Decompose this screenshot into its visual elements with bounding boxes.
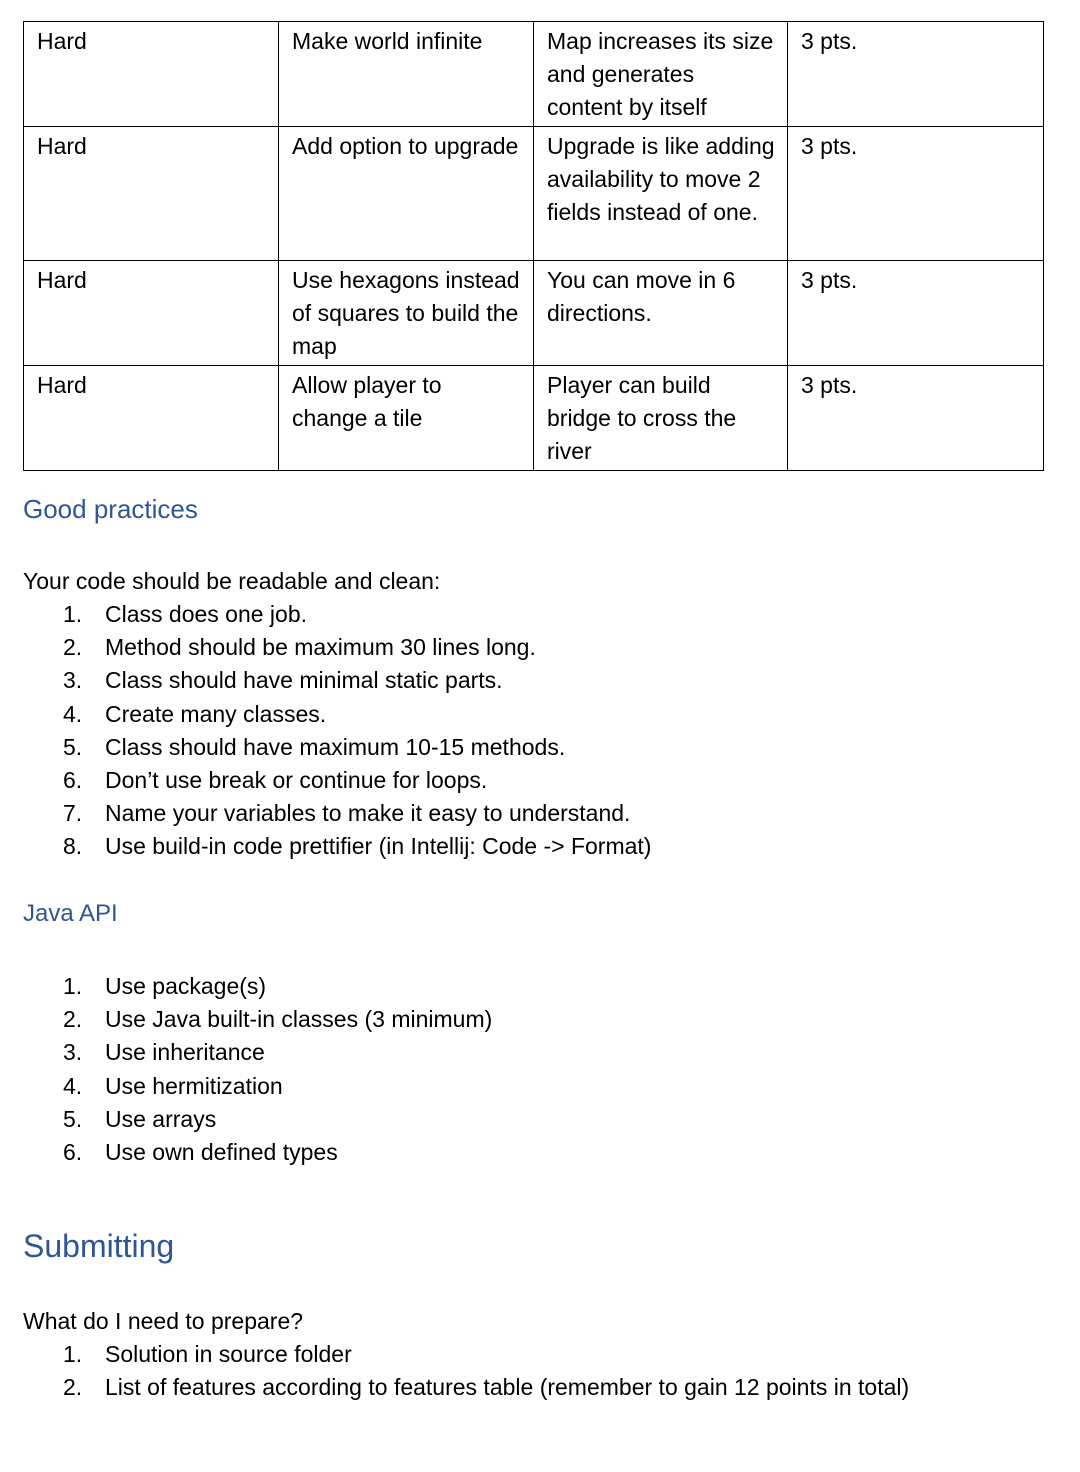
list-item [63, 1003, 492, 1036]
table-row [24, 127, 1044, 261]
list-item [63, 764, 651, 797]
list-item [63, 698, 651, 731]
list-text: List of features according to features table (remember to gain 12 points in total) [105, 1374, 910, 1401]
list-number: 6. [63, 1139, 83, 1166]
points-cell: 3 pts. [788, 22, 1044, 127]
points-cell: 3 pts. [788, 127, 1044, 261]
list-item [63, 1338, 909, 1371]
list-text: Don’t use break or continue for loops. [105, 767, 488, 794]
list-text: Class does one job. [105, 601, 308, 627]
list-number: 4. [63, 700, 83, 727]
description-cell: You can move in 6 directions. [534, 261, 788, 366]
list-text: Use hermitization [105, 1072, 283, 1099]
list-text: Use build-in code prettifier (in Intellij: Code -> Format) [105, 833, 652, 860]
list-item [63, 631, 651, 664]
table-row [24, 22, 1044, 127]
list-text: Method should be maximum 30 lines long. [105, 634, 536, 661]
list-text: Use own defined types [105, 1139, 338, 1166]
list-number: 1. [63, 973, 83, 999]
list-item [63, 731, 651, 764]
list-text: Create many classes. [105, 700, 327, 727]
list-item [63, 1103, 492, 1136]
list-number: 8. [63, 833, 83, 860]
list-number: 2. [63, 634, 83, 661]
list-item [63, 598, 651, 631]
table-row [24, 366, 1044, 471]
points-cell: 3 pts. [788, 261, 1044, 366]
list-text: Use inheritance [105, 1039, 265, 1066]
list-number: 7. [63, 800, 83, 827]
list-item [63, 830, 651, 863]
list-item [63, 970, 492, 1003]
table-row [24, 261, 1044, 366]
description-cell: Map increases its size and generates content by itself [534, 22, 788, 127]
list-number: 5. [63, 1105, 83, 1132]
list-text: Use arrays [105, 1105, 217, 1132]
feature-cell: Add option to upgrade [279, 127, 534, 261]
list-item [63, 1036, 492, 1069]
list-text: Name your variables to make it easy to understand. [105, 800, 631, 827]
java-api-heading: Java API [23, 900, 118, 927]
list-number: 3. [63, 667, 83, 694]
level-cell: Hard [24, 127, 279, 261]
list-item [63, 1070, 492, 1103]
points-cell: 3 pts. [788, 366, 1044, 471]
list-item [63, 1371, 909, 1404]
level-cell: Hard [24, 261, 279, 366]
list-item [63, 1136, 492, 1169]
good-practices-intro: Your code should be readable and clean: [23, 568, 441, 594]
list-text: Use package(s) [105, 973, 267, 999]
list-number: 5. [63, 733, 83, 760]
list-number: 1. [63, 601, 83, 627]
submitting-heading: Submitting [23, 1228, 175, 1264]
good-practices-heading: Good practices [23, 494, 198, 524]
features-table [23, 21, 1044, 471]
list-number: 2. [63, 1006, 83, 1033]
list-item [63, 664, 651, 697]
description-cell: Player can build bridge to cross the river [534, 366, 788, 471]
description-cell: Upgrade is like adding availability to move 2 fields instead of one. [534, 127, 788, 261]
list-item [63, 797, 651, 830]
list-text: Class should have minimal static parts. [105, 667, 503, 694]
list-number: 2. [63, 1374, 83, 1401]
submitting-intro: What do I need to prepare? [23, 1308, 304, 1334]
feature-cell: Use hexagons instead of squares to build the map [279, 261, 534, 366]
java-api-list [63, 970, 492, 1169]
submitting-list [63, 1338, 909, 1404]
good-practices-list [63, 598, 651, 864]
list-text: Use Java built-in classes (3 minimum) [105, 1006, 493, 1033]
list-number: 1. [63, 1341, 83, 1367]
feature-cell: Allow player to change a tile [279, 366, 534, 471]
list-number: 3. [63, 1039, 83, 1066]
list-number: 4. [63, 1072, 83, 1099]
level-cell: Hard [24, 22, 279, 127]
feature-cell: Make world infinite [279, 22, 534, 127]
list-number: 6. [63, 767, 83, 794]
list-text: Class should have maximum 10-15 methods. [105, 733, 566, 760]
list-text: Solution in source folder [105, 1341, 352, 1367]
level-cell: Hard [24, 366, 279, 471]
